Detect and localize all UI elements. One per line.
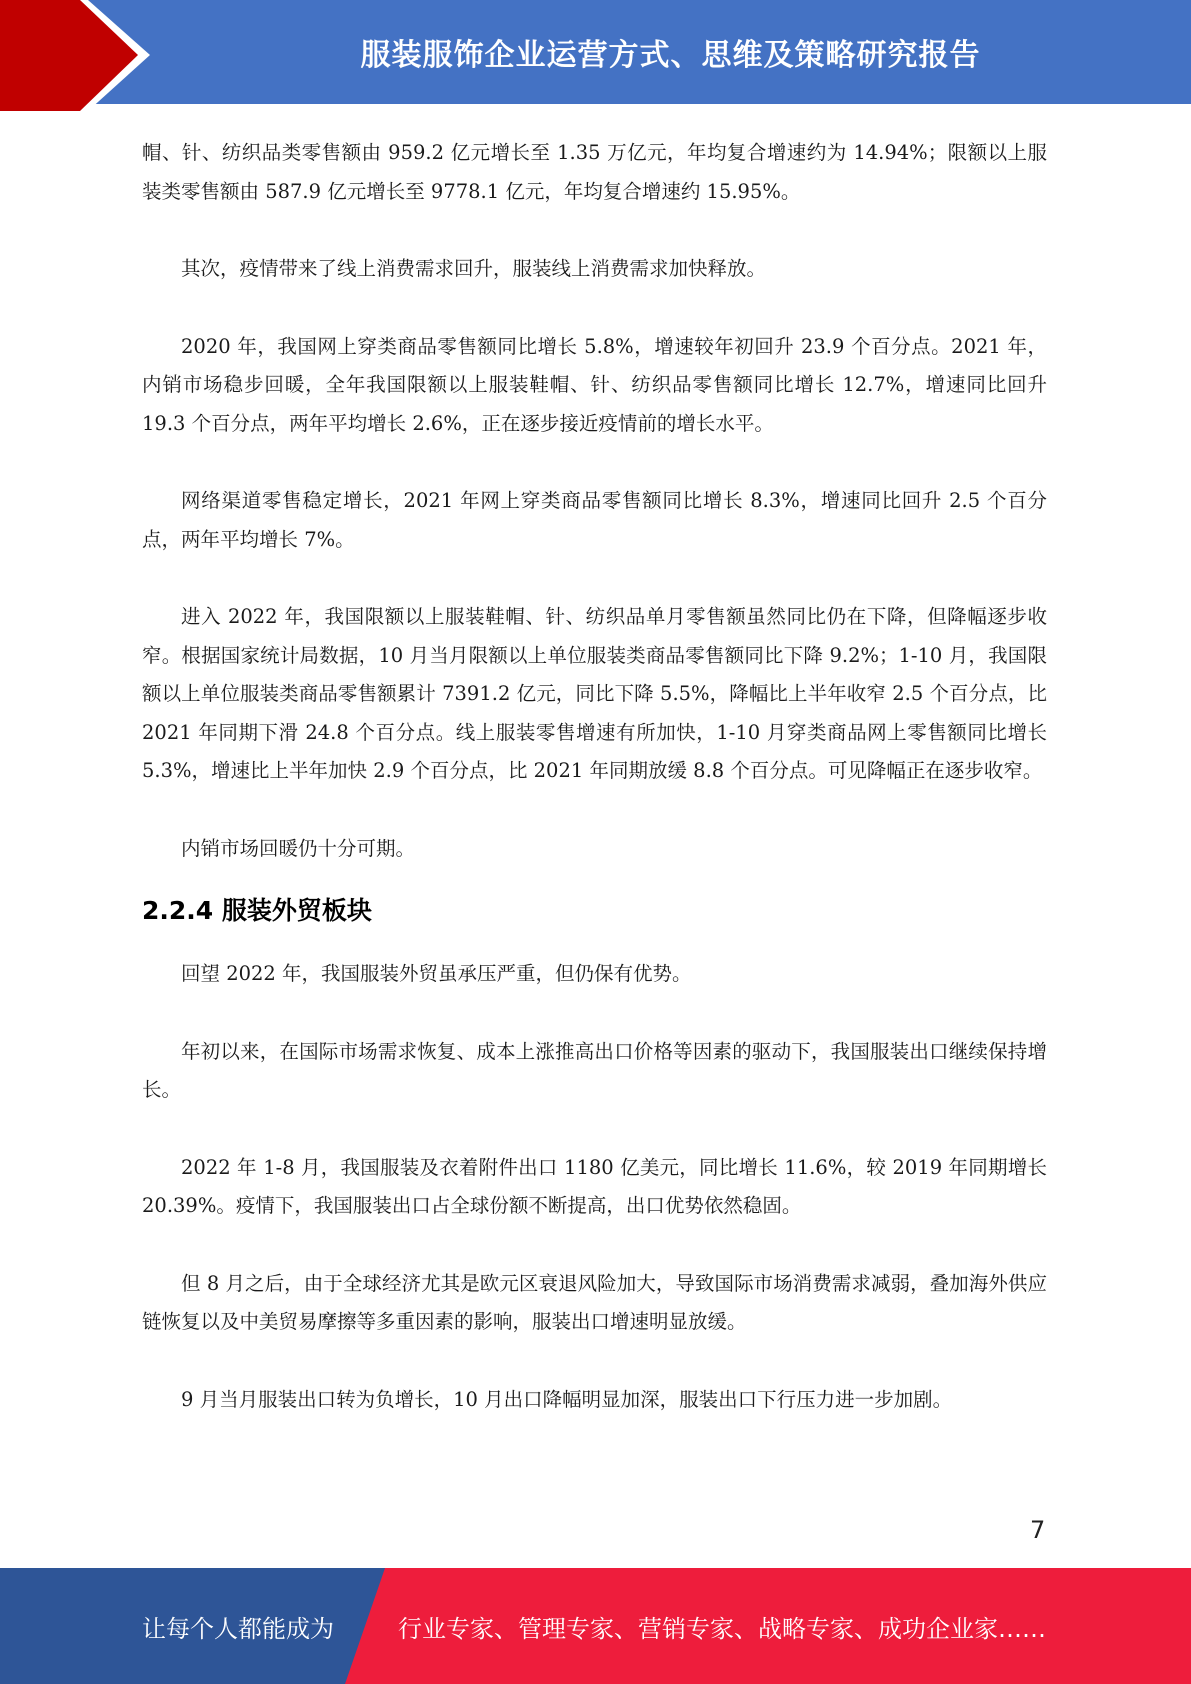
paragraph: 网络渠道零售稳定增长，2021 年网上穿类商品零售额同比增长 8.3%，增速同比回升 2.5 个百分点，两年平均增长 7%。	[142, 489, 1047, 551]
page-body	[142, 134, 1047, 1419]
footer-slogan-left: 让每个人都能成为	[142, 1614, 334, 1643]
paragraph: 其次，疫情带来了线上消费需求回升，服装线上消费需求加快释放。	[181, 257, 767, 280]
paragraph: 2020 年，我国网上穿类商品零售额同比增长 5.8%，增速较年初回升 23.9 个百分点。2021 年，内销市场稳步回暖，全年我国限额以上服装鞋帽、针、纺织品零售额同比增长 12.7%，增速同比回升 19.3 个百分点，两年平均增长 2.6%，正在逐步接近疫情前的增长水平。	[142, 334, 1047, 435]
paragraph: 9 月当月服装出口转为负增长，10 月出口降幅明显加深，服装出口下行压力进一步加剧。	[181, 1387, 953, 1411]
paragraph: 帽、针、纺织品类零售额由 959.2 亿元增长至 1.35 万亿元，年均复合增速约为 14.94%；限额以上服装类零售额由 587.9 亿元增长至 9778.1 亿元，年均复合增速约 15.95%。	[142, 141, 1047, 203]
paragraph: 内销市场回暖仍十分可期。	[181, 836, 416, 860]
footer-slogan-right: 行业专家、管理专家、营销专家、战略专家、成功企业家……	[398, 1614, 1046, 1643]
paragraph: 进入 2022 年，我国限额以上服装鞋帽、针、纺织品单月零售额虽然同比仍在下降，但降幅逐步收窄。根据国家统计局数据，10 月当月限额以上单位服装类商品零售额同比下降 9.2%；1-10 月，我国限额以上单位服装类商品零售额累计 7391.2 亿元，同比下降 5.5%，降幅比上半年收窄 2.5 个百分点，比 2021 年同期下滑 24.8 个百分点。线上服装零售增速有所加快，1-10 月穿类商品网上零售额同比增长 5.3%，增速比上半年加快 2.9 个百分点，比 2021 年同期放缓 8.8 个百分点。可见降幅正在逐步收窄。	[142, 605, 1047, 782]
page-footer	[0, 1568, 1191, 1684]
page-header	[0, 0, 1191, 111]
paragraph: 2022 年 1-8 月，我国服装及衣着附件出口 1180 亿美元，同比增长 11.6%，较 2019 年同期增长 20.39%。疫情下，我国服装出口占全球份额不断提高，出口优势依然稳固。	[142, 1155, 1047, 1217]
paragraph: 年初以来，在国际市场需求恢复、成本上涨推高出口价格等因素的驱动下，我国服装出口继续保持增长。	[142, 1039, 1047, 1101]
page-number: 7	[1030, 1516, 1046, 1544]
section-heading: 2.2.4 服装外贸板块	[142, 896, 372, 925]
paragraph: 回望 2022 年，我国服装外贸虽承压严重，但仍保有优势。	[181, 962, 692, 985]
report-title: 服装服饰企业运营方式、思维及策略研究报告	[360, 38, 981, 73]
paragraph: 但 8 月之后，由于全球经济尤其是欧元区衰退风险加大，导致国际市场消费需求减弱，叠加海外供应链恢复以及中美贸易摩擦等多重因素的影响，服装出口增速明显放缓。	[142, 1271, 1047, 1333]
